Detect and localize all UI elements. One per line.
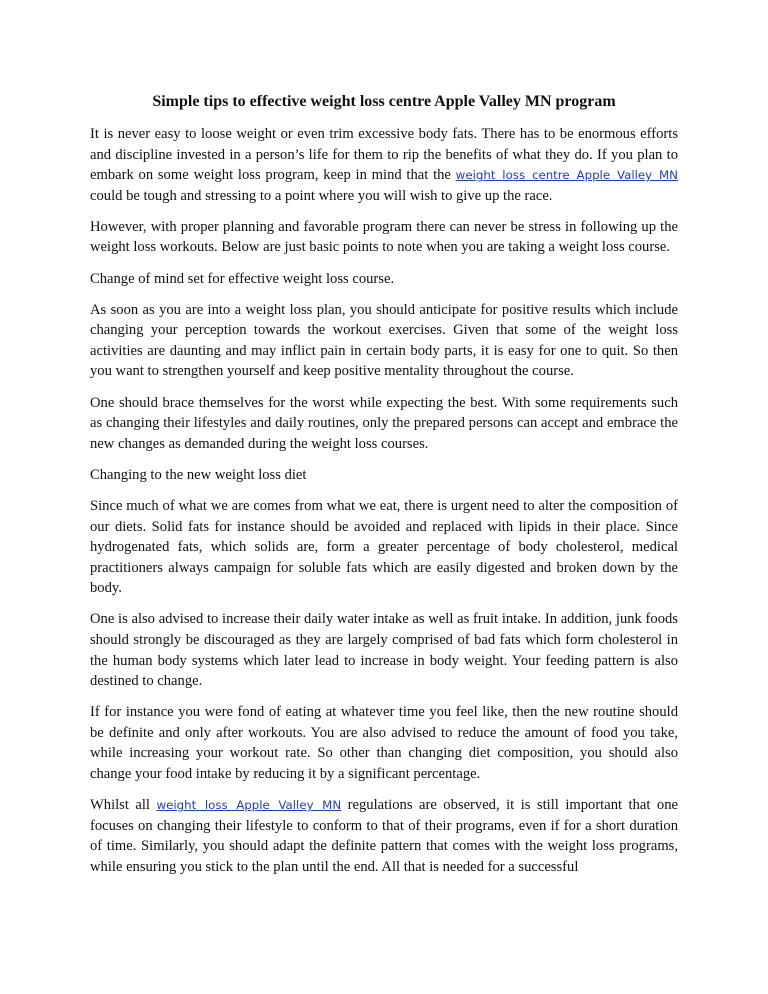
paragraph-positive-results: As soon as you are into a weight loss plan, you should anticipate for positive results which include changing your perception towards the workout exercises. Given that some of the weight loss activities are daunting and may inflict pain in certain body parts, it is easy for one to quit. So then you want to strengthen yourself and keep positive mentality throughout the course. (90, 301, 678, 380)
paragraph-water-intake: One is also advised to increase their daily water intake as well as fruit intake. In addition, junk foods should strongly be discouraged as they are largely comprised of bad fats which form cholesterol in the human body systems which later lead to increase in body weight. Your feeding pattern is also destined to change. (90, 611, 678, 690)
weight-loss-apple-valley-link[interactable]: weight loss Apple Valley MN (156, 798, 342, 813)
section-heading-diet: Changing to the new weight loss diet (90, 466, 307, 483)
paragraph-intro (90, 124, 678, 206)
paragraph-regulations-text-end: regulations are observed, it is still important that one focuses on changing their lifestyle to conform to that of their programs, even if for a short duration of time. Similarly, you should adapt the definite pattern that comes with the weight loss programs, while ensuring you stick to the plan until the end. All that is needed for a successful (90, 797, 678, 875)
paragraph-brace: One should brace themselves for the worst while expecting the best. With some requirements such as changing their lifestyles and daily routines, only the prepared persons can accept and embrace the new changes as demanded during the weight loss courses. (90, 394, 678, 452)
paragraph-diet-composition: Since much of what we are comes from what we eat, there is urgent need to alter the composition of our diets. Solid fats for instance should be avoided and replaced with lipids in their place. Since hydrogenated fats, which solids are, form a greater percentage of body cholesterol, medical practitioners always campaign for soluble fats which are easily digested and broken down by the body. (90, 497, 678, 597)
paragraph-intro-text-start: It is never easy to loose weight or even trim excessive body fats. There has to be enormous efforts and discipline invested in a person’s life for them to rip the benefits of what they do. If you plan to embark on some weight loss program, keep in mind that the (90, 126, 678, 184)
weight-loss-centre-link[interactable]: weight loss centre Apple Valley MN (455, 168, 679, 183)
paragraph-planning: However, with proper planning and favorable program there can never be stress in following up the weight loss workouts. Below are just basic points to note when you are taking a weight loss course. (90, 218, 678, 256)
document-page (90, 92, 678, 888)
section-heading-mind-set: Change of mind set for effective weight loss course. (90, 270, 395, 287)
paragraph-regulations-text-start: Whilst all (90, 797, 157, 814)
paragraph-eating-routine: If for instance you were fond of eating at whatever time you feel like, then the new routine should be definite and only after workouts. You are also advised to reduce the amount of food you take, while increasing your workout rate. So other than changing diet composition, you should also change your food intake by reducing it by a significant percentage. (90, 704, 678, 783)
paragraph-regulations (90, 795, 678, 877)
paragraph-intro-text-end: could be tough and stressing to a point where you will wish to give up the race. (90, 187, 553, 204)
document-title: Simple tips to effective weight loss centre Apple Valley MN program (152, 93, 616, 110)
